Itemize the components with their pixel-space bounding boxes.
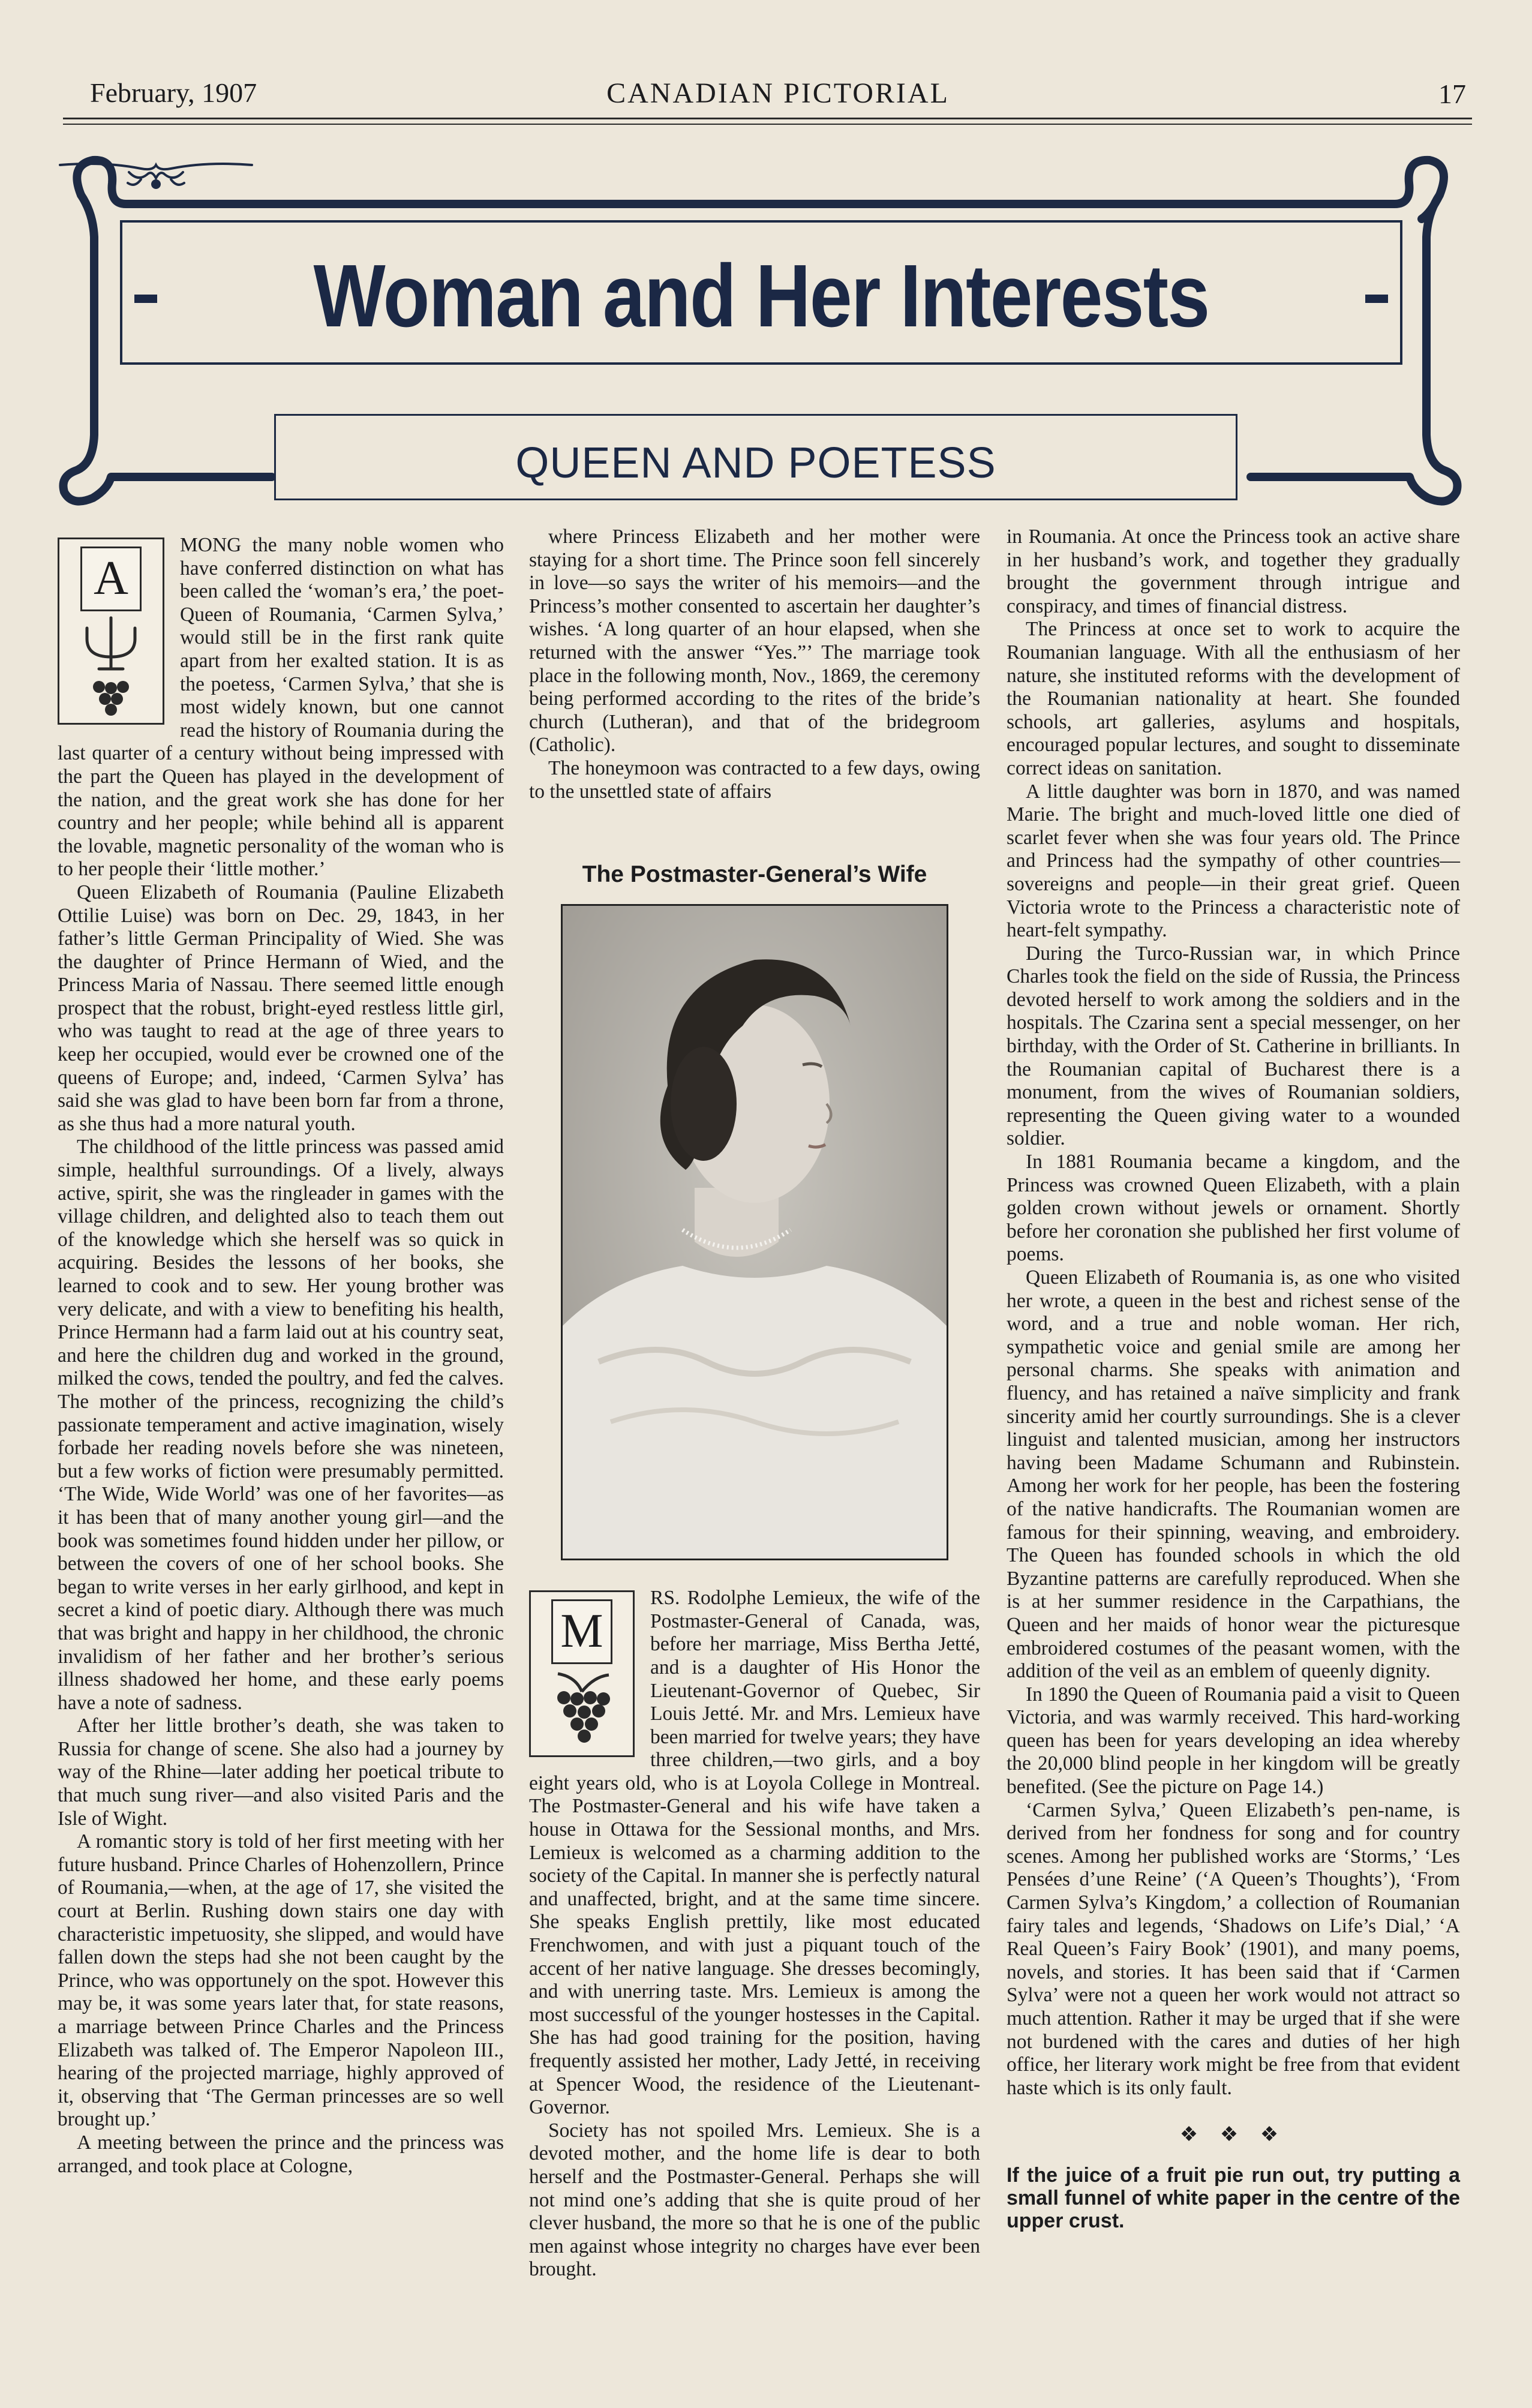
column-2 (529, 526, 980, 2281)
flourish-ornament (57, 153, 255, 195)
paragraph: After her little brother’s death, she was taken to Russia for change of scene. She also had a journey by way of the Rhine—later adding her poetical tribute to that much sung river—and also visited Paris and the Isle of Wight. (58, 1715, 504, 1830)
paragraph: where Princess Elizabeth and her mother were staying for a short time. The Prince soon fell sincerely in love—so says the writer of his memoirs—and the Princess’s mother consented to ascertain her daughter’s wishes. ‘A long quarter of an hour elapsed, when she returned with the answer “Yes.”’ The marriage took place in the following month, Nov., 1869, the ceremony being performed according to the rites of the bride’s church (Lutheran), and that of the bridegroom (Catholic). (529, 526, 980, 756)
paragraph: MONG the many noble women who have conferred distinction on what has been called the ‘woman’s era,’ the poet-Queen of Roumania, ‘Carmen Sylva,’ would still be in the first rank quite apart from her exalted station. It is as the poetess, ‘Carmen Sylva,’ that she is most widely known, but one cannot read the history of Roumania during the last quarter of a century without being impressed with the part the Queen has played in the development of the nation, and the great work she has done for her country and her people; while behind all is apparent the lovable, magnetic personality of the woman who is to her people their ‘little mother.’ (58, 534, 504, 881)
paragraph: A romantic story is told of her first meeting with her future husband. Prince Charles of Hohenzollern, Prince of Roumania,—when, at the age of 17, she visited the court at Berlin. Rushing down stairs one day with characteristic impetuosity, she slipped, and would have fallen down the steps had she not been caught by the Prince, who was opportunely on the spot. However this may be, it was some years later that, for state reasons, a marriage between Prince Charles and the Princess Elizabeth was talked of. The Emperor Napoleon III., hearing of the projected marriage, highly approved of it, observing that ‘The German princesses are so well brought up.’ (58, 1830, 504, 2131)
running-header (90, 66, 1466, 120)
section-title: Woman and Her Interests (313, 247, 1209, 346)
column-1 (58, 534, 504, 2178)
portrait-photo (561, 904, 948, 1560)
lemieux-article (529, 1587, 980, 2281)
section-separator: ❖ ❖ ❖ (1179, 2124, 1287, 2146)
paragraph: ‘Carmen Sylva,’ Queen Elizabeth’s pen-name, is derived from her fondness for song and for country scenes. Among her published works are ‘Storms,’ ‘Les Pensées d’une Reine’ (‘A Queen’s Thoughts’), ‘From Carmen Sylva’s Kingdom,’ a collection of Roumanian fairy tales and legends, ‘Shadows on Life’s Dial,’ ‘A Real Queen’s Fairy Book’ (1901), and many poems, novels, and stories. It has been said that if ‘Carmen Sylva’ were not a queen her work would not attract so much attention. Rather it may be urged that if she were not burdened with the cares and duties of her high office, her literary work might be free from that evident haste which is its only fault. (1007, 1799, 1460, 2099)
paragraph: The childhood of the little princess was passed amid simple, healthful surroundings. Of a lively, always active, spirit, she was the ringleader in games with the village children, and delighted also to teach them out of the knowledge which she herself was so quick in acquiring. Besides the lessons of her books, she learned to cook and to sew. Her young brother was very delicate, and with a view to benefiting his health, Prince Hermann had a farm laid out at his country seat, and here the children dug and worked in the ground, milked the cows, tended the poultry, and fed the calves. The mother of the princess, recognizing the child’s passionate temperament and active imagination, wisely forbade her reading novels before she was nineteen, but a few works of fiction were presumably permitted. ‘The Wide, Wide World’ was one of her favorites—as it has been that of many another young girl—and the book was sometimes found hidden under her pillow, or between the covers of one of her school books. She began to write verses in her early girlhood, and kept in secret a kind of poetic diary. Although there was much that was bright and happy in her childhood, the chronic invalidism of her father and her brother’s serious illness shadowed her home, and these early poems have a note of sadness. (58, 1136, 504, 1714)
paragraph: Queen Elizabeth of Roumania (Pauline Elizabeth Ottilie Luise) was born on Dec. 29, 1843, in her father’s little German Principality of Wied. She was the daughter of Prince Hermann of Wied, and the Princess Maria of Nassau. There seemed little enough prospect that the robust, bright-eyed restless little girl, who was taught to read at the age of three years to keep her occupied, would ever be crowned one of the queens of Europe; and, indeed, ‘Carmen Sylva’ has said she was glad to have been born far from a throne, as she thus had a more natural youth. (58, 881, 504, 1135)
page-number: 17 (1438, 79, 1466, 109)
header-rule (63, 118, 1472, 125)
paragraph: In 1881 Roumania became a kingdom, and the Princess was crowned Queen Elizabeth, with a plain golden crown without jewels or ornament. Shortly before her coronation she published her first volume of poems. (1007, 1151, 1460, 1266)
column-3 (1007, 526, 1460, 2232)
article-title: QUEEN AND POETESS (515, 439, 996, 487)
photo-heading: The Postmaster-General’s Wife (582, 861, 927, 888)
subtitle-box (274, 414, 1237, 500)
dropcap-letter: M (551, 1599, 612, 1664)
dropcap-letter: A (80, 547, 142, 611)
issue-date: February, 1907 (90, 77, 257, 108)
portrait-illustration (563, 906, 947, 1559)
household-tip-text: If the juice of a fruit pie run out, try putting a small funnel of white paper in the centre of the upper crust. (1007, 2163, 1460, 2232)
grapes-icon (546, 1668, 618, 1752)
title-dash-right (1365, 295, 1388, 303)
dropcap-m (529, 1590, 635, 1757)
paragraph: RS. Rodolphe Lemieux, the wife of the Postmaster-General of Canada, was, before her marriage, Miss Bertha Jetté, and is a daughter of His Honor the Lieutenant-Governor of Quebec, Sir Louis Jetté. Mr. and Mrs. Lemieux have been married for twelve years; they have three children,—two girls, and a boy eight years old, who is at Loyola College in Montreal. The Postmaster-General and his wife have taken a house in Ottawa for the Sessional months, and Mrs. Lemieux is welcomed as a charming addition to the society of the Capital. In manner she is perfectly natural and unaffected, bright, and at the same time sincere. She speaks English prettily, like most educated Frenchwomen, and with just a piquant touch of the accent of her native language. She dresses becomingly, and with unerring taste. Mrs. Lemieux is among the most successful of the younger hostesses in the Capital. She has had good training for the position, having frequently assisted her mother, Lady Jetté, in receiving at Spencer Wood, the residence of the Lieutenant-Governor. (529, 1587, 980, 2119)
title-box (120, 220, 1402, 365)
dropcap-a (58, 538, 164, 725)
paragraph: During the Turco-Russian war, in which Prince Charles took the field on the side of Russia, the Princess devoted herself to work among the soldiers and in the hospitals. The Czarina sent a special messenger, on her birthday, with the Order of St. Catherine in brilliants. In the Roumanian capital of Bucharest there is a monument, from the wives of Roumanian soldiers, representing the Queen giving water to a wounded soldier. (1007, 942, 1460, 1150)
paragraph: A little daughter was born in 1870, and was named Marie. The bright and much-loved little one died of scarlet fever when she was four years old. The Prince and Princess had the sympathy of other countries—sovereigns and people—in their great grief. Queen Victoria wrote to the Princess a characteristic note of heart-felt sympathy. (1007, 780, 1460, 942)
paragraph: Queen Elizabeth of Roumania is, as one who visited her wrote, a queen in the best and richest sense of the word, and a true and noble woman. Her rich, sympathetic voice and genial smile are among her personal charms. She speaks with animation and fluency, and has retained a naïve simplicity and frank sincerity amid her courtly surroundings. She is a clever linguist and talented musician, among her instructors having been Madame Schumann and Rubinstein. Among her work for her people, has been the fostering of the native handicrafts. The Roumanian women are famous for their spinning, weaving, and embroidery. The Queen has founded schools in which the old Byzantine patterns are carefully reproduced. When she is at her summer residence in the Carpathians, the Queen and her maids of honor wear the picturesque embroidered costumes of the peasant women, with the addition of the veil as an emblem of queenly dignity. (1007, 1266, 1460, 1683)
candelabra-icon (75, 615, 147, 717)
paragraph: The Princess at once set to work to acquire the Roumanian language. With all the enthusiasm of her nature, she instituted reforms with the development of the Roumanian nationality at heart. She founded schools, art galleries, asylums and hospitals, encouraged popular lectures, and sought to disseminate correct ideas on sanitation. (1007, 618, 1460, 779)
paragraph: Society has not spoiled Mrs. Lemieux. She is a devoted mother, and the home life is dear to both herself and the Postmaster-General. Perhaps she will not mind one’s adding that she is quite proud of her clever husband, the more so that he is one of the public men against whose integrity no charges have ever been brought. (529, 2119, 980, 2281)
paragraph: in Roumania. At once the Princess took an active share in her husband’s work, and together they gradually brought the government through intrigue and conspiracy, and times of financial distress. (1007, 526, 1460, 617)
household-tip (1007, 2164, 1460, 2232)
section-masthead (57, 153, 1464, 507)
paragraph: The honeymoon was contracted to a few days, owing to the unsettled state of affairs (529, 756, 980, 803)
title-dash-left (134, 295, 157, 303)
paragraph: A meeting between the prince and the princess was arranged, and took place at Cologne, (58, 2131, 504, 2177)
publication-name: CANADIAN PICTORIAL (606, 77, 950, 109)
paragraph: In 1890 the Queen of Roumania paid a visit to Queen Victoria, and was warmly received. This hard-working queen has been for years developing an idea whereby the 20,000 blind people in her kingdom will be greatly benefited. (See the picture on Page 14.) (1007, 1683, 1460, 1799)
